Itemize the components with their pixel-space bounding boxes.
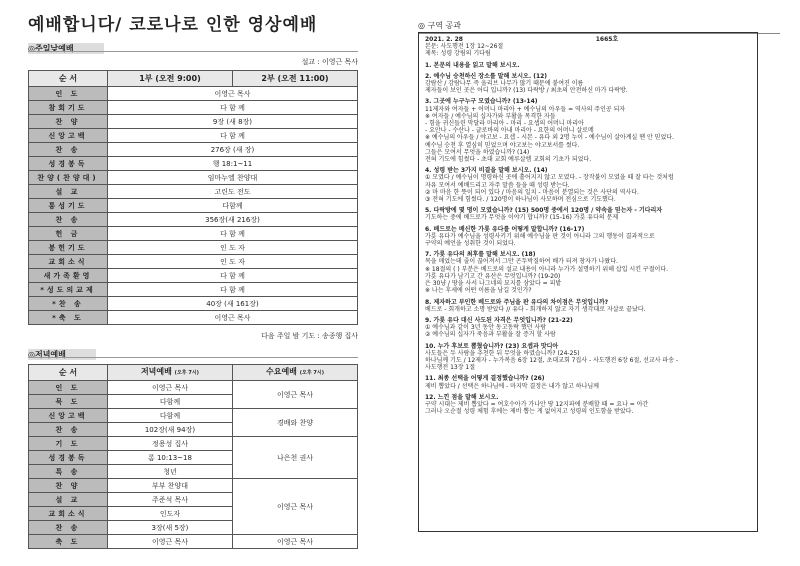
study-answer-line: ① 모였다 / 예수님이 명령하신 곳에 흩어지지 않고 모였다. - 장작불이 모였을 때 잘 타는 것처럼 [425,174,674,182]
evening-row-label: 교회소식 [29,507,108,521]
evening-row [29,479,358,493]
sunday-row [29,311,358,325]
sunday-row-value: 고린도 전도 [107,185,357,199]
study-question: 11. 최종 선택을 어떻게 결정했습니까? (26) [425,375,545,383]
evening-row-label: 기 도 [29,437,108,451]
study-answer-line: 목을 매었는데 줄이 끊어져서 그만 곤두박질하여 배가 터져 창자가 나왔다. [425,258,618,266]
study-answer-line: 기도하는 중에 베드로가 무엇을 이야기 합니까? (15-16) 가룟 유다의 문제 [425,214,619,222]
sunday-row [29,87,358,101]
evening-header-evening: 저녁예배 (오후 7시) [107,365,232,381]
study-answer-line: 가룟 유다가 예수님을 성령사키기 위해 예수님을 판 것이 아니라 그의 행동이 결과적으로 [425,232,655,240]
study-answer-line: ① 예수님과 같이 3년 동안 동고동락 했던 사람 [425,324,547,332]
sunday-row-label: 찬양(찬양대) [29,171,108,185]
sunday-row-value: 다 함 께 [107,129,357,143]
sunday-row-value: 다 함 께 [107,227,357,241]
sunday-header-row [29,71,358,87]
study-question: 6. 베드로는 배신한 가룟 유다를 어떻게 말합니까? (16-17) [425,225,585,233]
study-answer-line: 제비 뽑았다 / 선택은 하나님에 - 마지막 결정은 내가 않고 하나님께 [425,382,599,390]
evening-row [29,437,358,451]
evening-section-header [28,349,358,360]
study-question: 12. 느낀 점을 말해 보시오. [425,393,499,401]
sunday-row [29,115,358,129]
sunday-row [29,283,358,297]
evening-row [29,535,358,549]
sunday-rows [29,87,358,325]
page-title: 예배합니다/ 코로나로 인한 영상예배 [28,15,318,35]
evening-row-value: 102장(새 94장) [107,423,232,437]
sunday-row-label: 찬 송 [29,213,108,227]
evening-row [29,381,358,395]
sunday-row-label: 새가족환영 [29,269,108,283]
study-question: 1. 본문의 내용을 읽고 말해 보시오. [425,61,520,69]
evening-row-value: 청년 [107,465,232,479]
sunday-row [29,101,358,115]
sunday-row-value: 이영근 목사 [107,311,357,325]
evening-row-label: 축 도 [29,535,108,549]
study-question: 7. 가룟 유다의 최후를 말해 보시오. (18) [425,251,536,259]
sunday-row-value: 40장 (새 161장) [107,297,357,311]
header-order: 순 서 [29,71,108,87]
sunday-row [29,199,358,213]
evening-header-row [29,365,358,381]
sunday-row-label: 설 교 [29,185,108,199]
evening-row-label: 설 교 [29,493,108,507]
sunday-row-value: 276장 (새 장) [107,143,357,157]
study-answer-line: 11제자와 여자들 + 어머니 마리아 + 예수님의 아우들 = 역사의 주인공 되자 [425,105,626,113]
study-answer-line: ② 마 마음 한 뜻이 되어 있다 / 마음의 일치 - 마음이 분열되는 것은 사단의 역사다. [425,188,639,196]
evening-row-value: 다함께 [107,409,232,423]
wednesday-row-value: 이영근 목사 [232,479,357,535]
header-first-service: 1부 (오전 9:00) [107,71,232,87]
sunday-sermon-line: 설교 : 이영근 목사 [301,58,358,66]
study-question: 2. 예수님 승천하신 장소를 말해 보시오. (12) [425,72,548,80]
sunday-row-label: *찬 송 [29,297,108,311]
study-answer-line: ※ 예수님의 아우들 / 야고보 - 요셉 - 시몬 - 유다 외 2명 누이 - 예수님이 살아계실 땐 안 믿었다. [425,134,674,142]
sunday-row-label: 헌 금 [29,227,108,241]
sunday-row-value: 인 도 자 [107,241,357,255]
sunday-row-label: 신앙고백 [29,129,108,143]
evening-row-value: 이영근 목사 [107,535,232,549]
study-answer-line: 가룟 유다가 남기고 간 유산은 무엇입니까? (19-20) [425,272,561,280]
sunday-order-table [28,70,358,325]
sunday-row-value: 다 함 께 [107,283,357,297]
study-question: 8. 제자하고 부인한 베드로와 주님을 판 유다의 차이점은 무엇입니까? [425,298,609,306]
sunday-row [29,185,358,199]
sunday-row [29,213,358,227]
evening-row-label: 찬 송 [29,423,108,437]
study-passage: 본문: 사도행전 1장 12~26절 [425,43,504,51]
study-answer-line: 전혀 기도에 힘썼다 - 초대 교회 예루살렘 교회의 기초가 되었다. [425,156,592,164]
sunday-row-value: 356장(새 216장) [107,213,357,227]
evening-order-table [28,364,358,549]
study-question: 3. 그곳에 누구누구 모였습니까? (13-14) [425,98,538,106]
sunday-row-label: 찬 송 [29,143,108,157]
sunday-row-value: 임마누엘 찬양대 [107,171,357,185]
left-page [28,10,358,549]
evening-row-value: 3장(새 5장) [107,521,232,535]
study-answer-line: ③ 전혀 기도에 힘썼다. / 120명이 하나님이 사모하며 전심으로 기도했다. [425,196,616,204]
sunday-row-label: 성경봉독 [29,157,108,171]
study-answer-line: 그들은 모여서 무엇을 하였습니까? (14) [425,148,530,156]
study-answer-line: - 요안나 - 수산나 - 글로바의 아내 마리아 - 요한의 어머니 살로메 [425,127,594,135]
study-answer-line: 하나님께 기도 / 12제자 - 누가복음 6장 12절, 초대교회 7집사 - 사도행전 6장 6절, 선교사 파송 - [425,356,679,364]
study-answer-line: 제자들이 보인 곳은 어디 입니까? (13) 다락방 / 최초의 안전하신 마가 다락방. [425,87,628,95]
study-question: 10. 누가 후보로 뽑혔습니까? (23) 요셉과 맛디아 [425,342,559,350]
study-answer-line: 구약 시대는 제비 뽑았다 = 여호수아가 가나안 땅 12지파에 분배할 때 = 요나 = 아간 [425,400,649,408]
sunday-row-value: 행 18:1~11 [107,157,357,171]
sunday-row-label: *축 도 [29,311,108,325]
study-box [418,32,758,532]
sunday-row-label: 참회기도 [29,101,108,115]
evening-row-label: 찬 양 [29,479,108,493]
next-prayer-note: 다음 주일 밤 기도 : 송종행 집사 [261,332,358,340]
sunday-row-label: *성도의교제 [29,283,108,297]
wednesday-row-value: 경배와 찬양 [232,409,357,437]
sunday-row-value: 다함께 [107,199,357,213]
study-question: 9. 가룟 유다 대신 사도된 자격은 무엇입니까? (21-22) [425,316,573,324]
study-answer-line: 그러나 오순절 성령 체험 후에는 제비 뽑는 게 없어지고 성령의 인도함을 받았다. [425,408,634,416]
wednesday-row-value: 나은천 권사 [232,437,357,479]
study-number: 1665호 [595,36,619,43]
evening-row-label: 성경봉독 [29,451,108,465]
study-answer-line: ※ 여자들 / 예수님의 십자가와 부활을 목격한 자들 [425,112,556,120]
study-answer-line: 베드로 - 회개하고 소명 받았다 // 유다 - 회개하지 않고 자기 생각대로 자살로 끝났다. [425,305,646,313]
study-topic: 제목: 성령 강림의 기다림 [425,50,491,58]
sunday-row [29,297,358,311]
evening-section-label: ◎저녁예배 [28,349,96,360]
evening-row [29,409,358,423]
study-answer-line: 사도들은 두 사람을 추천한 뒤 무엇을 하였습니까? (24-25) [425,349,580,357]
wednesday-row-value: 이영근 목사 [232,381,357,409]
evening-row-label: 찬 송 [29,521,108,535]
study-question: 4. 성령 받는 3가지 비결을 말해 보시오. (14) [425,167,548,175]
study-date: 2021. 2. 28 [425,36,463,43]
sunday-row-value: 다 함 께 [107,269,357,283]
evening-row-value: 주준석 목사 [107,493,232,507]
evening-header-wednesday: 수요예배 (오후 7시) [232,365,357,381]
study-question: 5. 다락방에 몇 명이 모였습니까? (15) 500명 중에서 120명 / 약속을 믿는자 - 기다리자 [425,207,663,215]
sunday-row-label: 봉헌기도 [29,241,108,255]
study-answer-line: 사도행전 13장 1절 [425,364,476,372]
sunday-row-label: 찬 양 [29,115,108,129]
evening-row-label: 인 도 [29,381,108,395]
study-answer-line: ② 예수님의 십자가 죽음과 부활을 잘 증거 할 사람 [425,331,556,339]
sunday-section-header [28,43,358,54]
sunday-row [29,227,358,241]
header-second-service: 2부 (오전 11:00) [232,71,357,87]
study-answer-line: 감람산 / 감람나무 즉 올리브 나무가 많기 때문에 붙여진 이름 [425,80,584,88]
study-answer-line: ※ 나는 후세에 어떤 이름을 남길 것인가? [425,287,532,295]
sunday-row-value: 다 함 께 [107,101,357,115]
sunday-row [29,269,358,283]
study-answer-line: 구약의 예언을 성취한 것이 되었다. [425,240,516,248]
evening-row-value: 다함께 [107,395,232,409]
sunday-section-label: ◎주일낮예배 [28,43,104,54]
evening-row-value: 정용성 집사 [107,437,232,451]
evening-row-label: 신앙고백 [29,409,108,423]
evening-row-value: 이영근 목사 [107,381,232,395]
study-answer-line: 자유 모여서 예배드리고 자주 말씀 들을 때 성령 받는다. [425,181,570,189]
sunday-row [29,129,358,143]
sunday-row [29,171,358,185]
sunday-row-value: 9장 (새 8장) [107,115,357,129]
study-answer-line: - 힘을 귀신들린 막달라 마리아 - 마리 - 요셉의 어머니 마리아 [425,120,584,128]
sunday-row-value: 이영근 목사 [107,87,357,101]
evening-rows [29,381,358,549]
evening-header-order: 순 서 [29,365,108,381]
sunday-row [29,255,358,269]
sunday-row-value: 인 도 자 [107,255,357,269]
evening-row-label: 묵 도 [29,395,108,409]
sunday-row-label: 인 도 [29,87,108,101]
sunday-row [29,241,358,255]
evening-row-value: 롬 10:13~18 [107,451,232,465]
sunday-row [29,157,358,171]
sunday-row [29,143,358,157]
evening-row-label: 특 송 [29,465,108,479]
evening-row-value: 부부 찬양대 [107,479,232,493]
study-items [425,62,751,416]
study-header-label: ◎ 구역 공과 [418,21,461,30]
right-page [418,32,780,532]
study-answer-line: ※ 18절의 ( ) 부분은 베드로의 설교 내용이 아니라 누가가 설명하기 위해 삽입 시킨 구절이다. [425,265,669,273]
sunday-row-label: 교회소식 [29,255,108,269]
study-answer-line: 은 30냥 / 땅을 사서 나그네의 묘지를 삼았다 = 피밭 [425,280,562,288]
sunday-row-label: 통성기도 [29,199,108,213]
study-answer-line: 예수님 승천 후 열심히 믿었으며 야고보는 야고보서를 썼다. [425,141,580,149]
wednesday-row-value: 이영근 목사 [232,535,357,549]
evening-row-value: 인도자 [107,507,232,521]
